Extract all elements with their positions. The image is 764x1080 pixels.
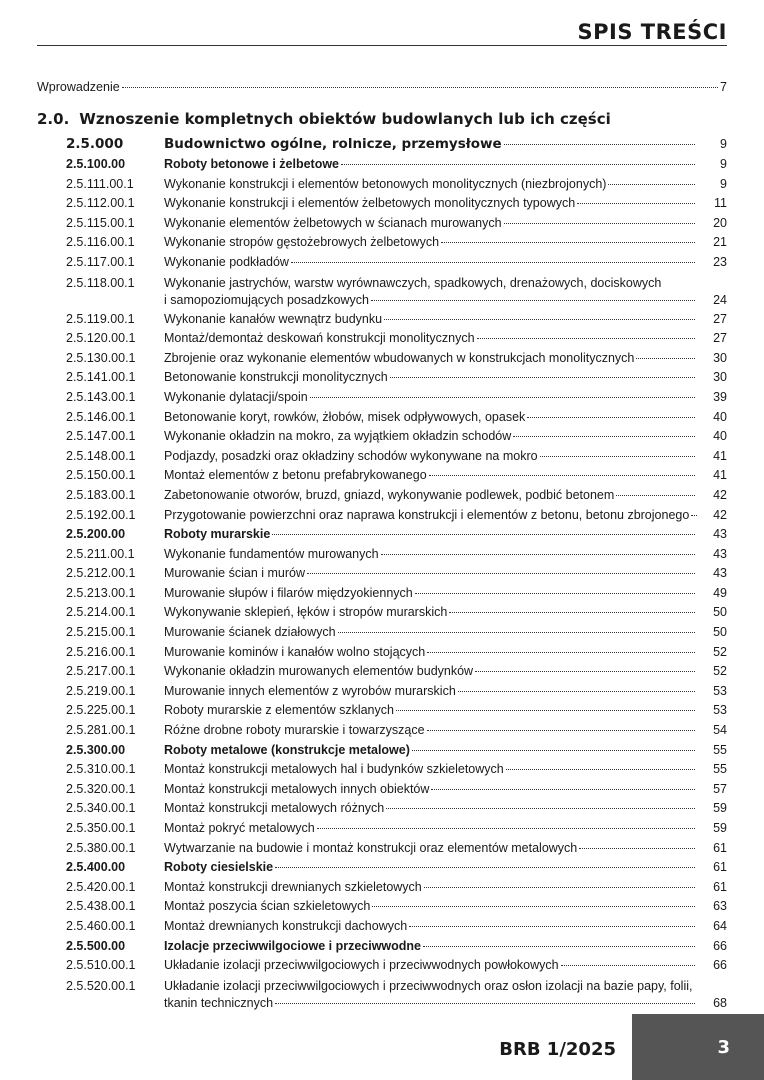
toc-entry-title: Zabetonowanie otworów, bruzd, gniazd, wykonywanie podlewek, podbić betonem — [164, 487, 615, 502]
dot-leader — [381, 554, 695, 555]
toc-entry-page: 9 — [720, 176, 727, 191]
toc-entry-code: 2.5.211.00.1 — [66, 546, 135, 561]
toc-entry-page: 21 — [713, 235, 727, 250]
toc-entry-page: 20 — [713, 215, 727, 230]
toc-entry-title: Murowanie ścian i murów — [164, 566, 306, 581]
toc-entry[interactable] — [66, 388, 727, 408]
toc-entry-code: 2.5.510.00.1 — [66, 958, 136, 973]
toc-entry-title-wrap — [164, 466, 697, 486]
toc-entry[interactable] — [66, 956, 727, 976]
dot-leader — [384, 319, 695, 320]
toc-entry-title-wrap — [164, 408, 697, 428]
dot-leader — [371, 300, 695, 301]
toc-entry[interactable] — [66, 799, 727, 819]
toc-entry-page: 64 — [713, 918, 727, 933]
toc-entry[interactable] — [66, 253, 727, 273]
toc-entry[interactable] — [66, 349, 727, 369]
toc-entry-page: 23 — [713, 254, 727, 269]
toc-entry-title: Wykonanie stropów gęstożebrowych żelbetowych — [164, 235, 440, 250]
toc-entry-title-wrap — [164, 214, 697, 234]
toc-entry[interactable] — [66, 741, 727, 761]
toc-entry-code: 2.5.117.00.1 — [66, 254, 135, 269]
toc-entry-code: 2.5.215.00.1 — [66, 625, 136, 640]
toc-entry-title-wrap — [164, 155, 697, 175]
toc-entry[interactable] — [66, 273, 727, 310]
toc-entry-title: Wykonanie fundamentów murowanych — [164, 546, 379, 561]
toc-entry-page: 61 — [713, 879, 727, 894]
section-title: Wznoszenie kompletnych obiektów budowlanych lub ich części — [79, 110, 611, 128]
toc-entry-title-wrap — [164, 623, 697, 643]
toc-entry-code: 2.5.500.00 — [66, 938, 126, 953]
toc-entry-page: 43 — [713, 566, 727, 581]
toc-entry-title-wrap — [164, 525, 697, 545]
toc-entry-page: 30 — [713, 350, 727, 365]
toc-entry-code: 2.5.213.00.1 — [66, 585, 136, 600]
toc-entry-title-wrap — [164, 194, 697, 214]
toc-entry-title: Wykonywanie sklepień, łęków i stropów murarskich — [164, 605, 448, 620]
toc-entry-title: Betonowanie konstrukcji monolitycznych — [164, 370, 388, 385]
toc-entry-code: 2.5.130.00.1 — [66, 350, 136, 365]
toc-entry-title: Wytwarzanie na budowie i montaż konstrukcji oraz elementów metalowych — [164, 840, 578, 855]
toc-entry-page: 50 — [713, 625, 727, 640]
toc-entry-code: 2.5.112.00.1 — [66, 196, 135, 211]
toc-entry-code: 2.5.115.00.1 — [66, 215, 135, 230]
toc-entry[interactable] — [66, 662, 727, 682]
toc-entry-title: Murowanie innych elementów z wyrobów murarskich — [164, 683, 456, 698]
toc-entry-page: 59 — [713, 801, 727, 816]
dot-leader — [427, 652, 695, 653]
header-rule — [37, 45, 727, 46]
toc-entry-code: 2.5.147.00.1 — [66, 429, 136, 444]
toc-entry-title: Wykonanie dylatacji/spoin — [164, 389, 308, 404]
dot-leader — [415, 593, 695, 594]
toc-entry-page: 68 — [713, 995, 727, 1010]
toc-entry-code: 2.5.380.00.1 — [66, 840, 136, 855]
toc-entry-title-wrap — [164, 643, 697, 663]
dot-leader — [386, 808, 695, 809]
dot-leader — [390, 377, 695, 378]
toc-entry-code: 2.5.214.00.1 — [66, 605, 136, 620]
toc-entry[interactable] — [66, 427, 727, 447]
toc-entry-code: 2.5.460.00.1 — [66, 918, 136, 933]
section-heading — [37, 110, 611, 128]
toc-entry-code: 2.5.219.00.1 — [66, 683, 136, 698]
toc-entry-page: 57 — [713, 781, 727, 796]
toc-entry-title-wrap — [164, 721, 697, 741]
dot-leader — [431, 789, 695, 790]
dot-leader — [429, 475, 695, 476]
toc-entry-title: Roboty betonowe i żelbetowe — [164, 157, 340, 171]
intro-page: 7 — [720, 80, 727, 94]
toc-entry[interactable] — [66, 447, 727, 467]
toc-entry[interactable] — [66, 721, 727, 741]
toc-entry-page: 41 — [713, 448, 727, 463]
toc-entry-title-wrap — [164, 233, 697, 253]
toc-entry-title: Wykonanie jastrychów, warstw wyrównawczych, spadkowych, drenażowych, dociskowych — [164, 275, 662, 290]
toc-entry-title-wrap — [164, 584, 697, 604]
toc-entry-code: 2.5.111.00.1 — [66, 176, 134, 191]
toc-entry-code: 2.5.146.00.1 — [66, 409, 136, 424]
toc-entry-title: Wykonanie kanałów wewnątrz budynku — [164, 311, 383, 326]
dot-leader — [561, 965, 695, 966]
dot-leader — [527, 417, 695, 418]
toc-entry[interactable] — [66, 976, 727, 1013]
toc-entry-code: 2.5.350.00.1 — [66, 821, 136, 835]
toc-entry-code: 2.5.420.00.1 — [66, 879, 136, 894]
toc-entry-code: 2.5.310.00.1 — [66, 762, 136, 777]
toc-entry-page: 61 — [713, 860, 727, 875]
toc-entry-code: 2.5.118.00.1 — [66, 275, 135, 290]
toc-entry-title-wrap — [164, 388, 697, 408]
toc-entry-page: 27 — [713, 311, 727, 326]
toc-entry-title-wrap — [164, 858, 697, 878]
toc-entry-title-cont: tkanin technicznych — [164, 995, 274, 1010]
toc-entry-title-wrap — [164, 603, 697, 623]
toc-entry-title: Montaż poszycia ścian szkieletowych — [164, 899, 371, 914]
toc-entry-page: 42 — [713, 487, 727, 502]
toc-entry-title-wrap — [164, 897, 697, 917]
toc-entry-title: Wykonanie konstrukcji i elementów żelbetowych monolitycznych typowych — [164, 196, 576, 211]
toc-entry-title: Przygotowanie powierzchni oraz naprawa konstrukcji i elementów z betonu, betonu zbrojonego — [164, 507, 690, 522]
dot-leader — [513, 436, 695, 437]
toc-entry-code: 2.5.400.00 — [66, 860, 126, 875]
toc-entry-page: 55 — [713, 742, 727, 757]
toc-entry-page: 39 — [713, 389, 727, 404]
dot-leader — [504, 144, 695, 145]
toc-entry-code: 2.5.217.00.1 — [66, 664, 136, 679]
toc-entry-page: 63 — [713, 899, 727, 914]
toc-entry[interactable] — [66, 819, 727, 839]
toc-entry-page: 52 — [713, 644, 727, 659]
toc-entry-title: Roboty murarskie — [164, 527, 271, 542]
toc-entry[interactable] — [66, 839, 727, 859]
toc-entry-code: 2.5.148.00.1 — [66, 448, 136, 463]
toc-entry-page: 54 — [713, 723, 727, 738]
dot-leader — [504, 223, 695, 224]
footer-page-box — [632, 1014, 764, 1080]
toc-entry-title-wrap — [164, 310, 697, 330]
dot-leader — [396, 710, 695, 711]
toc-entry-title: Zbrojenie oraz wykonanie elementów wbudowanych w konstrukcjach monolitycznych — [164, 350, 635, 365]
toc-entry-code: 2.5.183.00.1 — [66, 487, 136, 502]
toc-entry-page: 11 — [714, 196, 727, 211]
toc-list — [66, 134, 727, 1013]
toc-entry-page: 59 — [713, 821, 727, 835]
dot-leader — [540, 456, 695, 457]
toc-entry-title-wrap — [164, 978, 697, 1012]
dot-leader — [122, 87, 718, 88]
toc-entry-title-wrap — [164, 839, 697, 859]
toc-entry-title-wrap — [164, 329, 697, 349]
toc-entry-page: 9 — [720, 157, 727, 171]
toc-entry[interactable] — [66, 214, 727, 234]
dot-leader — [272, 534, 695, 535]
dot-leader — [275, 1003, 695, 1004]
toc-entry-page: 53 — [713, 683, 727, 698]
toc-entry[interactable] — [66, 408, 727, 428]
toc-intro-row[interactable] — [37, 79, 727, 95]
toc-entry[interactable] — [66, 155, 727, 175]
toc-entry-title-wrap — [164, 937, 697, 957]
dot-leader — [608, 184, 695, 185]
toc-entry-page: 66 — [713, 938, 727, 953]
section-number: 2.0. — [37, 110, 70, 128]
dot-leader — [372, 906, 695, 907]
toc-entry[interactable] — [66, 937, 727, 957]
toc-entry-title: Różne drobne roboty murarskie i towarzyszące — [164, 723, 425, 738]
footer-page-number: 3 — [717, 1036, 730, 1058]
dot-leader — [441, 242, 695, 243]
toc-entry-page: 50 — [713, 605, 727, 620]
toc-entry-title-cont: i samopoziomujących posadzkowych — [164, 292, 369, 307]
toc-entry[interactable] — [66, 701, 727, 721]
toc-entry-title-wrap — [164, 799, 697, 819]
toc-entry[interactable] — [66, 175, 727, 195]
toc-entry-code: 2.5.116.00.1 — [66, 235, 135, 250]
toc-entry-page: 24 — [713, 292, 727, 307]
toc-entry-title-wrap — [164, 486, 697, 506]
toc-entry-title-wrap — [164, 878, 697, 898]
dot-leader — [427, 730, 695, 731]
toc-entry-page: 43 — [713, 527, 727, 542]
toc-entry[interactable] — [66, 368, 727, 388]
toc-entry[interactable] — [66, 329, 727, 349]
toc-entry[interactable] — [66, 603, 727, 623]
toc-entry-code: 2.5.281.00.1 — [66, 723, 136, 738]
dot-leader — [477, 338, 695, 339]
toc-entry-page: 30 — [713, 370, 727, 385]
toc-entry-page: 43 — [713, 546, 727, 561]
toc-entry[interactable] — [66, 917, 727, 937]
toc-entry[interactable] — [66, 545, 727, 565]
toc-entry[interactable] — [66, 134, 727, 155]
toc-entry-page: 53 — [713, 703, 727, 718]
toc-entry-title: Podjazdy, posadzki oraz okładziny schodów wykonywane na mokro — [164, 448, 538, 463]
dot-leader — [310, 397, 695, 398]
toc-entry-title: Murowanie ścianek działowych — [164, 625, 336, 640]
toc-entry-code: 2.5.520.00.1 — [66, 978, 136, 993]
toc-entry-page: 40 — [713, 429, 727, 444]
toc-entry-code: 2.5.225.00.1 — [66, 703, 136, 718]
toc-entry-title-wrap — [164, 545, 697, 565]
toc-entry-page: 40 — [713, 409, 727, 424]
toc-entry-title-wrap — [164, 275, 697, 309]
toc-entry-title-wrap — [164, 682, 697, 702]
toc-entry-title: Wykonanie konstrukcji i elementów betonowych monolitycznych (niezbrojonych) — [164, 176, 607, 191]
toc-entry-page: 27 — [713, 331, 727, 346]
toc-entry-title-wrap — [164, 134, 697, 155]
toc-entry-title: Montaż elementów z betonu prefabrykowanego — [164, 468, 427, 483]
toc-entry-title: Montaż drewnianych konstrukcji dachowych — [164, 918, 408, 933]
toc-entry-page: 9 — [720, 137, 727, 151]
toc-entry-title: Wykonanie okładzin na mokro, za wyjątkiem okładzin schodów — [164, 429, 512, 444]
toc-entry-title: Roboty ciesielskie — [164, 860, 274, 875]
toc-entry-code: 2.5.000 — [66, 136, 124, 152]
toc-entry-code: 2.5.320.00.1 — [66, 781, 136, 796]
toc-entry[interactable] — [66, 858, 727, 878]
toc-entry-title: Wykonanie podkładów — [164, 254, 289, 269]
toc-entry-page: 66 — [713, 958, 727, 973]
toc-entry-title-wrap — [164, 741, 697, 761]
dot-leader — [338, 632, 695, 633]
toc-entry-title: Montaż konstrukcji drewnianych szkieletowych — [164, 879, 422, 894]
toc-entry-code: 2.5.340.00.1 — [66, 801, 136, 816]
toc-entry[interactable] — [66, 194, 727, 214]
toc-entry-code: 2.5.438.00.1 — [66, 899, 136, 914]
toc-entry-code: 2.5.200.00 — [66, 527, 126, 542]
toc-entry-title: Wykonanie okładzin murowanych elementów budynków — [164, 664, 474, 679]
toc-entry-code: 2.5.119.00.1 — [66, 311, 135, 326]
footer-issue: BRB 1/2025 — [499, 1039, 616, 1060]
toc-entry-title: Montaż konstrukcji metalowych hal i budynków szkieletowych — [164, 762, 504, 777]
dot-leader — [275, 867, 695, 868]
toc-entry-title-wrap — [164, 427, 697, 447]
toc-entry-code: 2.5.216.00.1 — [66, 644, 136, 659]
intro-label: Wprowadzenie — [37, 80, 120, 94]
toc-entry-code: 2.5.100.00 — [66, 157, 126, 171]
toc-entry-code: 2.5.192.00.1 — [66, 507, 136, 522]
toc-entry-title: Murowanie słupów i filarów międzyokiennych — [164, 585, 413, 600]
toc-entry-title: Montaż konstrukcji metalowych różnych — [164, 801, 385, 816]
toc-entry[interactable] — [66, 623, 727, 643]
dot-leader — [449, 612, 695, 613]
toc-entry-title: Montaż pokryć metalowych — [164, 821, 315, 835]
toc-entry-title: Montaż konstrukcji metalowych innych obiektów — [164, 781, 430, 796]
toc-entry-code: 2.5.150.00.1 — [66, 468, 136, 483]
toc-entry-title-wrap — [164, 917, 697, 937]
toc-entry[interactable] — [66, 486, 727, 506]
dot-leader — [317, 828, 695, 829]
toc-entry-title-wrap — [164, 253, 697, 273]
dot-leader — [579, 848, 695, 849]
page-header-title: SPIS TREŚCI — [577, 20, 727, 44]
dot-leader — [424, 887, 695, 888]
toc-entry-title-wrap — [164, 564, 697, 584]
dot-leader — [577, 203, 695, 204]
toc-entry-code: 2.5.141.00.1 — [66, 370, 136, 385]
dot-leader — [458, 691, 695, 692]
toc-entry-title-wrap — [164, 506, 697, 526]
toc-entry-title-wrap — [164, 701, 697, 721]
toc-entry-title: Izolacje przeciwwilgociowe i przeciwwodne — [164, 938, 422, 953]
dot-leader — [475, 671, 695, 672]
toc-entry-page: 61 — [713, 840, 727, 855]
toc-entry-title-wrap — [164, 349, 697, 369]
toc-entry[interactable] — [66, 233, 727, 253]
toc-entry[interactable] — [66, 682, 727, 702]
toc-entry[interactable] — [66, 525, 727, 545]
toc-entry-title-wrap — [164, 780, 697, 800]
toc-entry-page: 41 — [713, 468, 727, 483]
toc-entry-title: Wykonanie elementów żelbetowych w ścianach murowanych — [164, 215, 502, 230]
toc-entry-code: 2.5.120.00.1 — [66, 331, 136, 346]
toc-entry-title: Układanie izolacji przeciwwilgociowych i przeciwwodnych powłokowych — [164, 958, 559, 973]
toc-entry-page: 52 — [713, 664, 727, 679]
toc-entry[interactable] — [66, 506, 727, 526]
toc-entry-title-wrap — [164, 175, 697, 195]
toc-entry-page: 49 — [713, 585, 727, 600]
toc-entry[interactable] — [66, 897, 727, 917]
toc-entry-code: 2.5.300.00 — [66, 742, 126, 757]
toc-entry-title-wrap — [164, 819, 697, 839]
toc-entry[interactable] — [66, 466, 727, 486]
toc-entry-title-wrap — [164, 760, 697, 780]
toc-entry-code: 2.5.143.00.1 — [66, 389, 136, 404]
dot-leader — [691, 515, 697, 516]
toc-entry-title: Betonowanie koryt, rowków, żłobów, misek odpływowych, opasek — [164, 409, 526, 424]
dot-leader — [307, 573, 695, 574]
toc-entry[interactable] — [66, 310, 727, 330]
dot-leader — [291, 262, 695, 263]
toc-entry-title: Roboty murarskie z elementów szklanych — [164, 703, 394, 718]
toc-entry-title-wrap — [164, 662, 697, 682]
dot-leader — [412, 750, 695, 751]
toc-entry[interactable] — [66, 564, 727, 584]
toc-entry-title-wrap — [164, 447, 697, 467]
toc-entry[interactable] — [66, 584, 727, 604]
toc-entry[interactable] — [66, 878, 727, 898]
toc-entry-title: Murowanie kominów i kanałów wolno stojących — [164, 644, 426, 659]
toc-entry-title-wrap — [164, 368, 697, 388]
dot-leader — [409, 926, 695, 927]
toc-entry-title: Układanie izolacji przeciwwilgociowych i przeciwwodnych oraz osłon izolacji na bazie papy, folii, — [164, 978, 693, 993]
toc-entry-title: Budownictwo ogólne, rolnicze, przemysłowe — [164, 136, 502, 152]
toc-entry[interactable] — [66, 643, 727, 663]
toc-entry-page: 55 — [713, 762, 727, 777]
dot-leader — [341, 164, 695, 165]
toc-entry-title: Roboty metalowe (konstrukcje metalowe) — [164, 742, 410, 757]
toc-entry[interactable] — [66, 780, 727, 800]
toc-entry-code: 2.5.212.00.1 — [66, 566, 136, 581]
dot-leader — [616, 495, 695, 496]
dot-leader — [636, 358, 695, 359]
toc-entry-title-wrap — [164, 956, 697, 976]
dot-leader — [506, 769, 695, 770]
toc-entry[interactable] — [66, 760, 727, 780]
toc-entry-page: 42 — [713, 507, 727, 522]
dot-leader — [423, 946, 695, 947]
toc-entry-title: Montaż/demontaż deskowań konstrukcji monolitycznych — [164, 331, 475, 346]
